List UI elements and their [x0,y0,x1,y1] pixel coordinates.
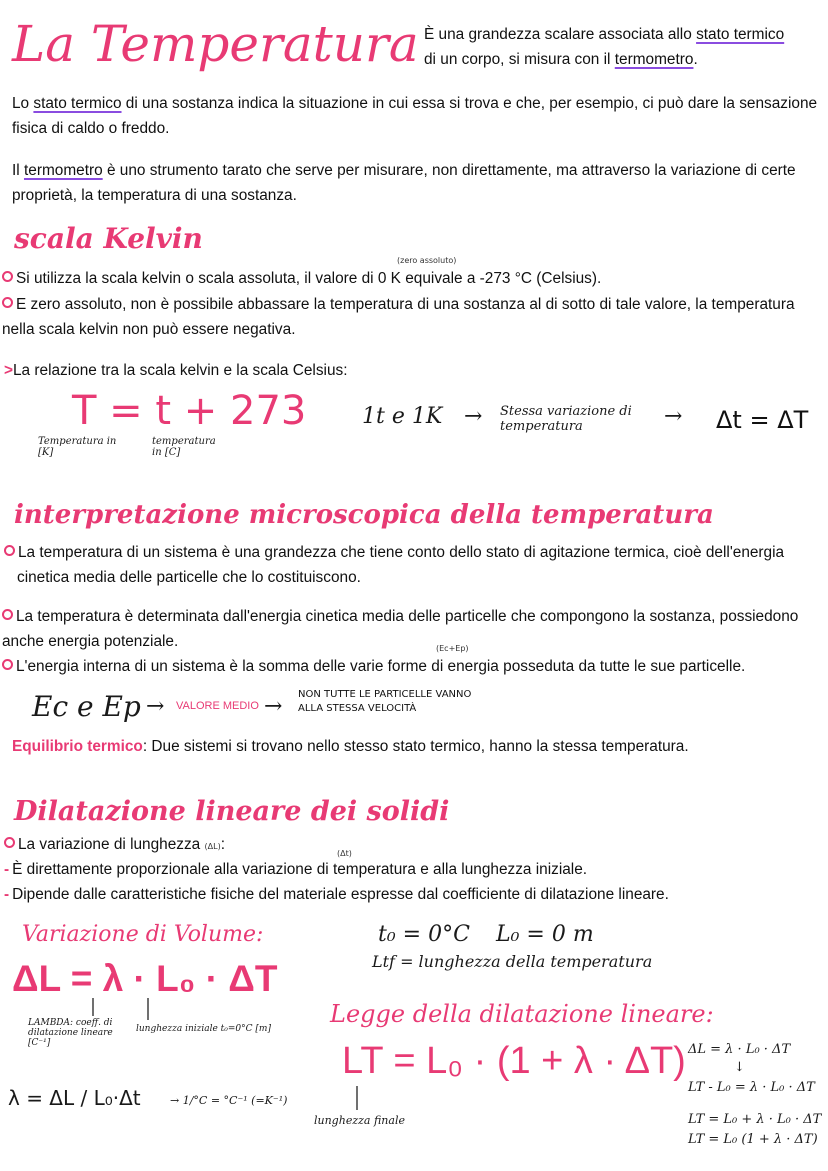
micro-b2-text: La temperatura è determinata dall'energia cinetica media delle particelle che compongono la sostanza, possiedono anche energia potenziale. [2,608,799,650]
arrow-down-icon: ↓ [734,1060,745,1075]
derivation-2: LT - L₀ = λ · L₀ · ΔT [688,1080,815,1095]
variazione-volume: Variazione di Volume: [22,922,264,947]
para2-post: è uno strumento tarato che serve per misurare, non direttamente, ma attraverso la variazione di certe proprietà, la temperatura di una sostanza. [12,162,796,204]
page-title: La Temperatura [12,15,419,73]
derivation-4: LT = L₀ (1 + λ · ΔT) [688,1132,818,1147]
arrow-icon: → [264,694,283,719]
intro-mid: di un corpo, si misura con il [424,51,615,68]
intro-link-termometro: termometro [614,51,694,68]
ltf-definition: Ltf = lunghezza della temperatura [372,952,653,971]
dil-b1-note: (ΔL) [204,842,221,851]
derivation-1: ΔL = λ · L₀ · ΔT [688,1042,791,1057]
micro-b1-text: La temperatura di un sistema è una grandezza che tiene conto dello stato di agitazione termica, cioè dell'energia cinetica media delle particelle che lo costituiscono. [17,544,785,586]
para1-pre: Lo [12,95,34,112]
dil-b1-text: La variazione di lunghezza [18,836,201,853]
arrow-icon: → [146,694,165,719]
para2-pre: Il [12,162,24,179]
l0-value: L₀ = 0 m [496,922,594,947]
lt-formula: LT = L₀ · (1 + λ · ΔT) [342,1040,686,1082]
arrow-icon: → [464,404,483,429]
label-temperatura-k: Temperatura in [K] [38,436,117,458]
kelvin-b2-text: E zero assoluto, non è possibile abbassare la temperatura di una sostanza al di sotto di tale valore, la temperatura nella scala kelvin non può essere negativa. [2,296,795,338]
label-temperatura-c: temperatura in [C] [152,436,216,458]
label-l0: lunghezza iniziale t₀=0°C [m] [136,1024,271,1034]
arrow-icon: → [664,404,683,429]
arrow-icon: > [4,362,13,379]
lambda-units: → 1/°C = °C⁻¹ (=K⁻¹) [170,1094,288,1107]
dil-d1-text: È direttamente proporzionale alla variazione di temperatura e alla lunghezza iniziale. [12,861,588,878]
lambda-formula: λ = ΔL / L₀·Δt [8,1086,141,1110]
note-delta-t: (Δt) [337,849,352,858]
non-tutte: NON TUTTE LE PARTICELLE VANNO ALLA STESSA VELOCITÀ [298,689,472,714]
delta-formula: Δt = ΔT [716,406,809,434]
intro-post: . [693,51,698,68]
t0-value: t₀ = 0°C [378,922,470,947]
dash-icon: - [4,861,10,878]
ec-ep: Ec e Ep [32,690,141,723]
dash-icon: - [4,886,10,903]
eq-text: : Due sistemi si trovano nello stesso stato termico, hanno la stessa temperatura. [142,738,689,755]
heading-dilatazione: Dilatazione lineare dei solidi [14,796,450,827]
kelvin-b1-text: Si utilizza la scala kelvin o scala assoluta, il valore di 0 K equivale a -273 °C (Celsius). [16,270,602,287]
legge-dilatazione: Legge della dilatazione lineare: [330,1000,714,1028]
lt-label: lunghezza finale [314,1114,405,1127]
equiv-1t-1k: 1t e 1K [362,404,443,429]
intro-link-stato-termico: stato termico [696,26,785,43]
note-ec-ep: (Ec+Ep) [436,644,469,653]
para2-link: termometro [23,162,103,179]
intro-pre: È una grandezza scalare associata allo [424,26,697,43]
equiv-text: Stessa variazione di temperatura [500,404,632,434]
para1-post: di una sostanza indica la situazione in cui essa si trova e che, per esempio, ci può dare la sensazione fisica di caldo o freddo. [12,95,818,137]
dil-d2-text: Dipende dalle caratteristiche fisiche del materiale espresse dal coefficiente di dilatazione lineare. [12,886,669,903]
dil-bullet-1: La variazione di lunghezza (ΔL): [4,832,225,859]
formula-kelvin: T = t + 273 [72,388,307,434]
heading-scala-kelvin: scala Kelvin [14,222,203,255]
formula-delta-l: ΔL = λ · L₀ · ΔT [12,958,278,999]
para1-link: stato termico [33,95,122,112]
note-zero-assoluto: (zero assoluto) [397,256,457,265]
heading-interpretazione: interpretazione microscopica della temperatura [14,500,714,530]
micro-b3-text: L'energia interna di un sistema è la somma delle varie forme di energia posseduta da tutte le sue particelle. [16,658,746,675]
derivation-3: LT = L₀ + λ · L₀ · ΔT [688,1112,822,1127]
valore-medio: VALORE MEDIO [176,700,259,712]
kelvin-relation-text: La relazione tra la scala kelvin e la scala Celsius: [13,362,348,379]
label-lambda: LAMBDA: coeff. di dilatazione lineare [C⁻¹] [28,1018,113,1048]
eq-label: Equilibrio termico [12,738,143,755]
